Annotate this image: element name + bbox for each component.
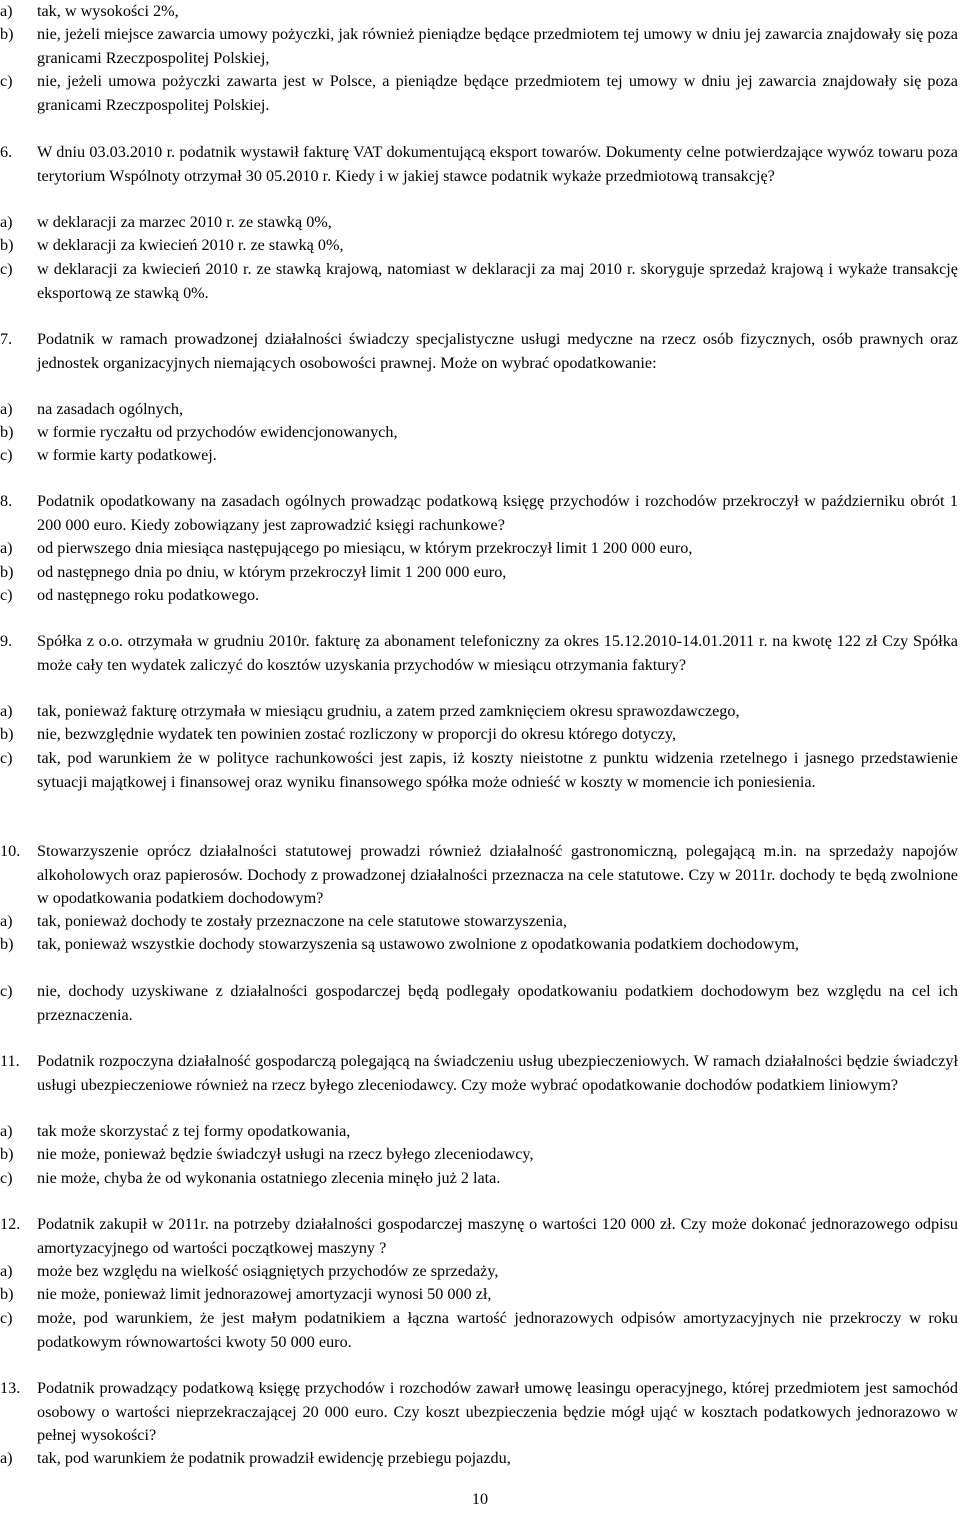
option-label: b) [0,935,14,953]
option-text: tak, w wysokości 2%, [37,2,179,20]
option-text: nie, bezwzględnie wydatek ten powinien zostać rozliczony w proporcji do okresu którego dotyczy, [37,725,677,743]
option-label: a) [0,912,13,930]
option-text: w deklaracji za kwiecień 2010 r. ze stawką krajową, natomiast w deklaracji za maj 2010 r. skoryguje sprzedaż krajową i wykaże transakcję eksportową ze stawką 0%. [37,260,958,302]
option-label: b) [0,423,14,441]
option-text: nie może, ponieważ będzie świadczył usługi na rzecz byłego zleceniodawcy, [37,1145,534,1163]
option-text: nie, jeżeli umowa pożyczki zawarta jest w Polsce, a pieniądze będące przedmiotem tej umowy w dniu jej zawarcia znajdowały się poza granicami Rzeczpospolitej Polskiej. [37,72,958,114]
option-text: od następnego roku podatkowego. [37,586,260,604]
option-text: w deklaracji za marzec 2010 r. ze stawką 0%, [37,213,332,231]
option-text: nie może, ponieważ limit jednorazowej amortyzacji wynosi 50 000 zł, [37,1285,492,1303]
option-text: tak, ponieważ fakturę otrzymała w miesiącu grudniu, a zatem przed zamknięciem okresu sprawozdawczego, [37,702,740,720]
question-number: 8. [0,492,13,510]
option-text: od pierwszego dnia miesiąca następującego po miesiącu, w którym przekroczył limit 1 200 000 euro, [37,539,693,557]
option-label: b) [0,236,14,254]
option-text: może, pod warunkiem, że jest małym podatnikiem a łączna wartość jednorazowych odpisów amortyzacyjnych nie przekroczy w roku podatkowym równowartości kwoty 50 000 euro. [37,1309,958,1351]
option-text: tak, ponieważ wszystkie dochody stowarzyszenia są ustawowo zwolnione z opodatkowania podatkiem dochodowym, [37,935,799,953]
option-label: b) [0,1145,14,1163]
question-text: Spółka z o.o. otrzymała w grudniu 2010r. fakturę za abonament telefoniczny za okres 15.12.2010-14.01.2011 r. na kwotę 122 zł Czy Spółka może cały ten wydatek zaliczyć do kosztów uzyskania przychodów w miesiącu otrzymania faktury? [37,632,958,674]
question-number: 11. [0,1052,20,1070]
option-label: a) [0,1449,13,1467]
option-label: c) [0,1169,13,1187]
question-text: Podatnik zakupił w 2011r. na potrzeby działalności gospodarczej maszynę o wartości 120 000 zł. Czy może dokonać jednorazowego odpisu amortyzacyjnego od wartości początkowej maszyny ? [37,1215,958,1257]
option-label: c) [0,260,13,278]
question-number: 7. [0,330,13,348]
option-label: b) [0,725,14,743]
question-text: W dniu 03.03.2010 r. podatnik wystawił fakturę VAT dokumentującą eksport towarów. Dokumenty celne potwierdzające wywóz towaru poza terytorium Wspólnoty otrzymał 30 05.2010 r. Kiedy i w jakiej stawce podatnik wykaże przedmiotową transakcję? [37,143,958,185]
option-text: nie, dochody uzyskiwane z działalności gospodarczej będą podlegały opodatkowaniu podatkiem dochodowym bez względu na cel ich przeznaczenia. [37,982,958,1024]
option-label: c) [0,982,13,1000]
option-label: a) [0,400,13,418]
option-text: tak, pod warunkiem że podatnik prowadził ewidencję przebiegu pojazdu, [37,1449,511,1467]
option-text: nie może, chyba że od wykonania ostatniego zlecenia minęło już 2 lata. [37,1169,501,1187]
question-number: 10. [0,842,21,860]
question-text: Stowarzyszenie oprócz działalności statutowej prowadzi również działalność gastronomiczną, polegającą m.in. na sprzedaży napojów alkoholowych oraz papierosów. Dochody z prowadzonej działalności przeznacza na cele statutowe. Czy w 2011r. dochody te będą zwolnione w opodatkowania podatkiem dochodowym? [37,842,958,908]
option-text: od następnego dnia po dniu, w którym przekroczył limit 1 200 000 euro, [37,563,507,581]
option-label: a) [0,213,13,231]
option-text: tak, ponieważ dochody te zostały przeznaczone na cele statutowe stowarzyszenia, [37,912,567,930]
question-text: Podatnik opodatkowany na zasadach ogólnych prowadząc podatkową księgę przychodów i rozchodów przekroczył w październiku obrót 1 200 000 euro. Kiedy zobowiązany jest zaprowadzić księgi rachunkowe? [37,492,958,534]
option-label: c) [0,1309,13,1327]
question-number: 6. [0,143,13,161]
option-text: tak może skorzystać z tej formy opodatkowania, [37,1122,351,1140]
question-number: 12. [0,1215,21,1233]
option-text: na zasadach ogólnych, [37,400,184,418]
option-label: c) [0,72,13,90]
option-label: b) [0,25,14,43]
question-text: Podatnik prowadzący podatkową księgę przychodów i rozchodów zawarł umowę leasingu operacyjnego, której przedmiotem jest samochód osobowy o wartości nieprzekraczającej 20 000 euro. Czy koszt ubezpieczenia będzie mógł ująć w kosztach podatkowych jednorazowo w pełnej wysokości? [37,1379,958,1445]
option-text: w deklaracji za kwiecień 2010 r. ze stawką 0%, [37,236,344,254]
question-number: 9. [0,632,13,650]
option-label: a) [0,1262,13,1280]
option-label: c) [0,586,13,604]
option-text: w formie karty podatkowej. [37,446,217,464]
option-text: w formie ryczałtu od przychodów ewidencjonowanych, [37,423,398,441]
option-text: tak, pod warunkiem że w polityce rachunkowości jest zapis, iż koszty nieistotne z punktu widzenia rzetelnego i jasnego przedstawienie sytuacji majątkowej i finansowej oraz wyniku finansowego spółka może odnieść w koszty w momencie ich poniesienia. [37,749,958,791]
question-text: Podatnik w ramach prowadzonej działalności świadczy specjalistyczne usługi medyczne na rzecz osób fizycznych, osób prawnych oraz jednostek organizacyjnych niemających osobowości prawnej. Może on wybrać opodatkowanie: [37,330,958,372]
option-text: może bez względu na wielkość osiągniętych przychodów ze sprzedaży, [37,1262,499,1280]
option-label: a) [0,539,13,557]
option-label: b) [0,1285,14,1303]
question-text: Podatnik rozpoczyna działalność gospodarczą polegającą na świadczeniu usług ubezpieczeniowych. W ramach działalności będzie świadczył usługi ubezpieczeniowe również na rzecz byłego zleceniodawcy. Czy może wybrać opodatkowanie dochodów podatkiem liniowym? [37,1052,958,1094]
option-label: c) [0,749,13,767]
option-label: a) [0,1122,13,1140]
page-number: 10 [471,1490,489,1508]
option-label: c) [0,446,13,464]
option-label: a) [0,702,13,720]
option-label: a) [0,2,13,20]
question-number: 13. [0,1379,21,1397]
option-text: nie, jeżeli miejsce zawarcia umowy pożyczki, jak również pieniądze będące przedmiotem tej umowy w dniu jej zawarcia znajdowały się poza granicami Rzeczpospolitej Polskiej, [37,25,958,67]
option-label: b) [0,563,14,581]
